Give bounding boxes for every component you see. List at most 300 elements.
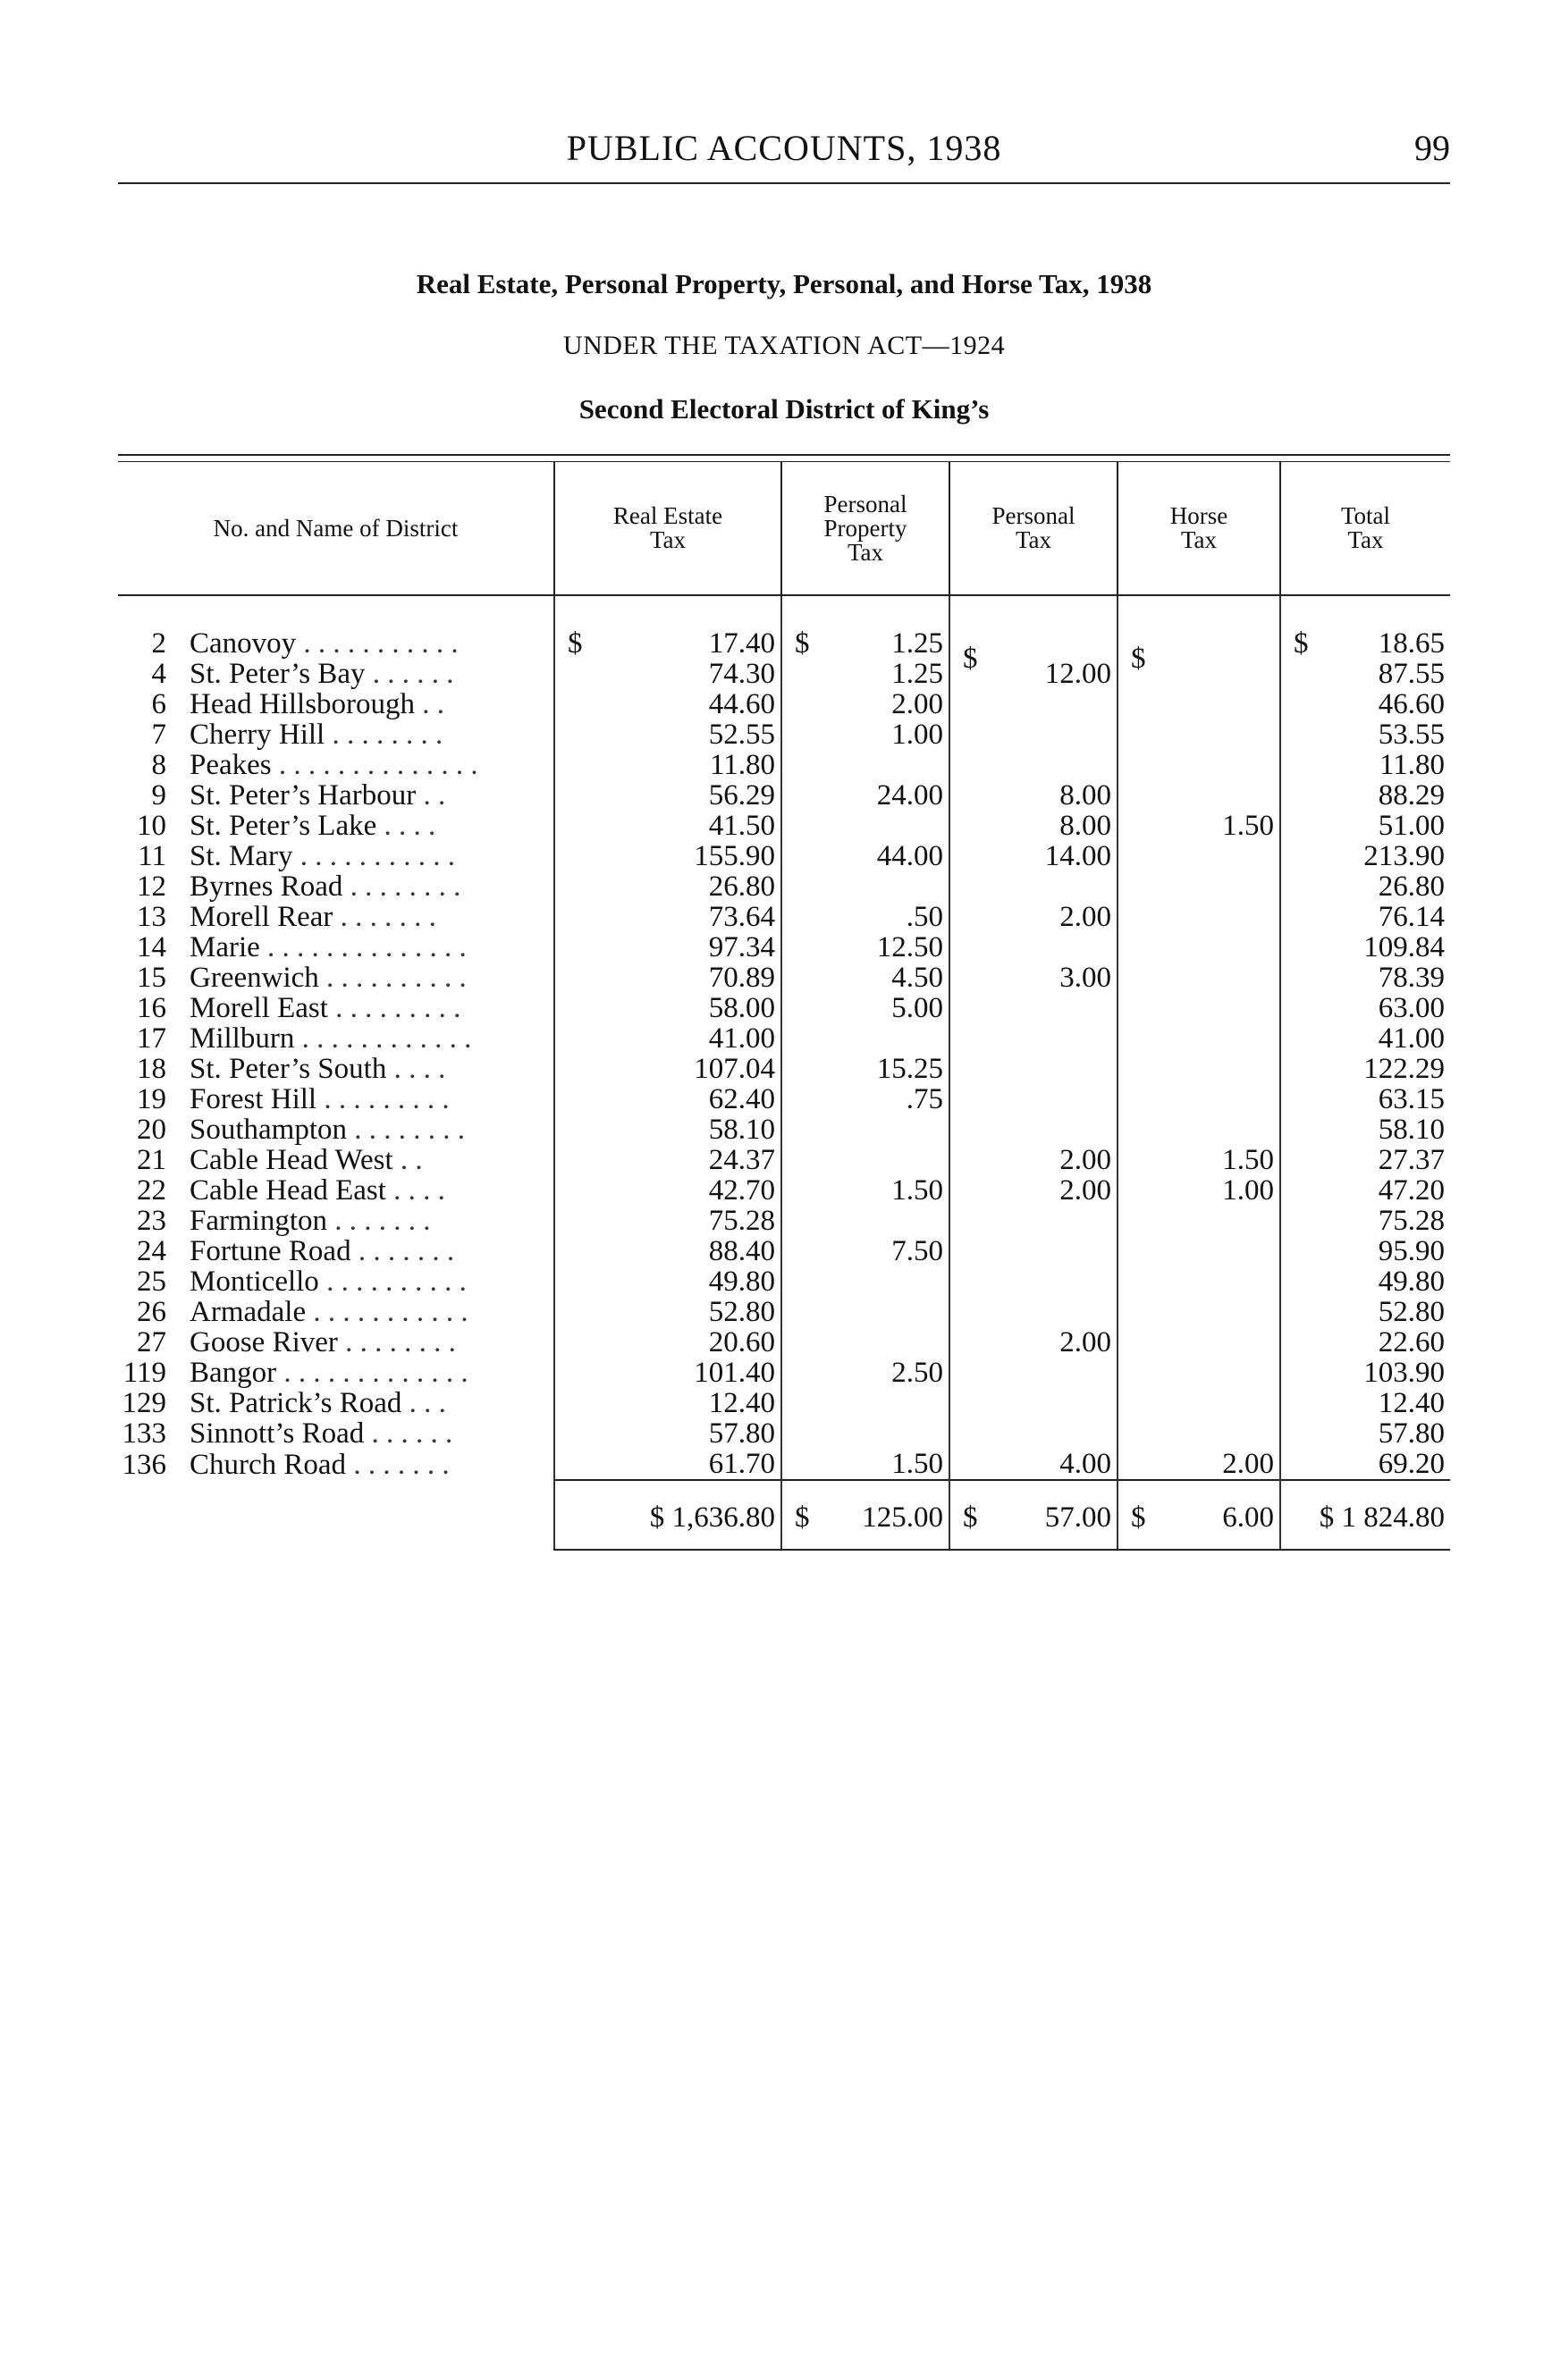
personal-property-cell	[781, 1418, 949, 1449]
total-amount: 125.00	[862, 1501, 943, 1534]
real-estate-cell	[554, 1236, 781, 1266]
col-header-personal-line1: Personal	[991, 502, 1075, 529]
col-header-personal-line2: Tax	[1015, 526, 1052, 553]
table-title: Real Estate, Personal Property, Personal, and Horse Tax, 1938	[416, 268, 1152, 299]
table-row	[118, 1145, 1450, 1175]
district-cell	[118, 780, 554, 811]
district-number: 18	[137, 1053, 166, 1085]
table-row	[118, 1054, 1450, 1084]
dot-leader: . . . .	[386, 1053, 446, 1085]
dot-leader: . . . . . . . . .	[316, 1083, 450, 1115]
horse-cell	[1118, 1023, 1280, 1054]
horse-cell	[1118, 1114, 1280, 1145]
horse-cell	[1118, 932, 1280, 963]
spacer-cell	[781, 595, 949, 628]
table-row	[118, 719, 1450, 750]
amount: .50	[906, 901, 943, 933]
table-row	[118, 1175, 1450, 1206]
table-row	[118, 1266, 1450, 1297]
amount: 12.00	[1044, 658, 1111, 690]
district-cell	[118, 628, 554, 659]
district-cell	[118, 1449, 554, 1480]
district-name: St. Mary	[190, 840, 293, 872]
amount: 63.00	[1378, 992, 1445, 1024]
district-name: Millburn	[190, 1022, 295, 1055]
amount: 12.40	[708, 1387, 775, 1419]
total-cell	[1280, 1206, 1450, 1236]
personal-cell	[949, 1054, 1118, 1084]
total-amount: 6.00	[1222, 1501, 1274, 1534]
district-number: 20	[137, 1114, 166, 1146]
district-name: Sinnott’s Road	[190, 1417, 365, 1450]
district-number: 11	[138, 840, 166, 872]
totals-row	[118, 1480, 1450, 1550]
amount: 41.50	[708, 810, 775, 842]
horse-cell	[1118, 1236, 1280, 1266]
table-row	[118, 811, 1450, 841]
amount: 69.20	[1378, 1448, 1445, 1480]
horse-cell	[1118, 1327, 1280, 1358]
amount: 58.10	[1378, 1114, 1445, 1146]
amount: 8.00	[1059, 779, 1111, 812]
real-estate-cell	[554, 902, 781, 932]
district-number: 2	[151, 627, 166, 660]
total-amount: 57.00	[1044, 1501, 1111, 1534]
amount: 58.00	[708, 992, 775, 1024]
personal-property-cell	[781, 932, 949, 963]
district-number: 25	[137, 1266, 166, 1298]
dot-leader: . . . . . . . . . . . . .	[276, 1357, 468, 1389]
district-name: St. Patrick’s Road	[190, 1387, 402, 1419]
amount: 1.25	[891, 658, 943, 690]
real-estate-cell	[554, 871, 781, 902]
amount: 88.29	[1378, 779, 1445, 812]
tax-table	[118, 462, 1450, 1551]
district-cell	[118, 811, 554, 841]
personal-property-cell	[781, 841, 949, 871]
district-cell	[118, 719, 554, 750]
district-cell	[118, 902, 554, 932]
col-header-real-estate-line1: Real Estate	[612, 502, 723, 529]
dot-leader: . . . .	[385, 1174, 445, 1207]
district-name: Peakes	[190, 749, 272, 781]
total-cell	[1280, 871, 1450, 902]
real-estate-cell	[554, 1449, 781, 1480]
col-header-total	[1280, 462, 1450, 595]
district-name: Bangor	[190, 1357, 277, 1389]
amount: 4.50	[891, 962, 943, 994]
page-header-title: PUBLIC ACCOUNTS, 1938	[566, 128, 1002, 168]
amount: 22.60	[1378, 1326, 1445, 1358]
real-estate-cell	[554, 811, 781, 841]
total-cell	[1280, 993, 1450, 1023]
real-estate-cell	[554, 1084, 781, 1114]
personal-cell	[949, 1327, 1118, 1358]
real-estate-cell	[554, 780, 781, 811]
spacer-cell	[1280, 595, 1450, 628]
horse-cell	[1118, 1266, 1280, 1297]
district-number: 6	[151, 688, 166, 720]
amount: 18.65	[1378, 627, 1445, 660]
dot-leader: . . . . . . . . . .	[318, 962, 467, 994]
personal-property-cell	[781, 689, 949, 719]
currency-symbol: $	[1294, 627, 1309, 660]
amount: 42.70	[708, 1174, 775, 1207]
district-number: 23	[137, 1205, 166, 1237]
total-cell	[1280, 780, 1450, 811]
amount: 1.50	[1222, 1144, 1274, 1176]
horse-cell	[1118, 780, 1280, 811]
amount: 75.28	[1378, 1205, 1445, 1237]
currency-symbol: $	[795, 627, 810, 660]
dot-leader: . .	[392, 1144, 423, 1176]
horse-cell	[1118, 659, 1280, 689]
personal-cell	[949, 1266, 1118, 1297]
total-cell	[1280, 841, 1450, 871]
amount: 109.84	[1363, 931, 1445, 963]
district-number: 24	[137, 1235, 166, 1267]
act-subtitle: UNDER THE TAXATION ACT—1924	[562, 331, 1006, 360]
dot-leader: . . . . . . . .	[337, 1326, 456, 1358]
dot-leader: . .	[416, 779, 446, 812]
total-cell	[1280, 1449, 1450, 1480]
personal-cell	[949, 780, 1118, 811]
real-estate-cell	[554, 1114, 781, 1145]
dot-leader: . . . . . . . . . . .	[292, 840, 455, 872]
table-row	[118, 993, 1450, 1023]
personal-property-cell	[781, 659, 949, 689]
district-number: 9	[151, 779, 166, 812]
tax-table-container	[118, 454, 1450, 1551]
total-cell	[1280, 1297, 1450, 1327]
personal-cell	[949, 1449, 1118, 1480]
amount: 49.80	[708, 1266, 775, 1298]
district-number: 119	[122, 1357, 166, 1389]
dot-leader: . . . . . . .	[333, 901, 436, 933]
horse-cell	[1118, 811, 1280, 841]
table-spacer-row	[118, 595, 1450, 628]
col-header-total-line1: Total	[1340, 502, 1391, 529]
horse-cell	[1118, 750, 1280, 780]
horse-cell	[1118, 1175, 1280, 1206]
district-cell	[118, 750, 554, 780]
horse-cell	[1118, 902, 1280, 932]
amount: 2.00	[1059, 901, 1111, 933]
amount: 97.34	[708, 931, 775, 963]
dot-leader: . . .	[401, 1387, 446, 1419]
amount: 27.37	[1378, 1144, 1445, 1176]
currency-symbol: $	[1131, 1501, 1146, 1534]
col-header-horse	[1118, 462, 1280, 595]
district-name: St. Peter’s Harbour	[190, 779, 417, 812]
personal-cell	[949, 659, 1118, 689]
col-header-total-line2: Tax	[1347, 526, 1384, 553]
district-cell	[118, 1084, 554, 1114]
amount: 15.25	[876, 1053, 943, 1085]
table-row	[118, 780, 1450, 811]
total-cell	[1280, 1145, 1450, 1175]
table-header-row	[118, 462, 1450, 595]
personal-property-cell	[781, 963, 949, 993]
personal-property-cell	[781, 1266, 949, 1297]
table-row	[118, 1327, 1450, 1358]
horse-cell	[1118, 1054, 1280, 1084]
district-name: Byrnes Road	[190, 870, 343, 903]
personal-cell	[949, 1114, 1118, 1145]
personal-cell	[949, 1175, 1118, 1206]
page-number: 99	[1414, 128, 1450, 168]
amount: 52.80	[708, 1296, 775, 1328]
personal-cell	[949, 811, 1118, 841]
personal-property-cell	[781, 1175, 949, 1206]
amount: 44.00	[876, 840, 943, 872]
amount: 2.00	[1059, 1174, 1111, 1207]
amount: 1.25	[891, 627, 943, 660]
personal-property-cell	[781, 1145, 949, 1175]
amount: 11.80	[709, 749, 775, 781]
dot-leader: . . . . . . . . . . . . . .	[259, 931, 467, 963]
total-cell	[1280, 811, 1450, 841]
personal-property-cell	[781, 871, 949, 902]
total-cell	[1280, 1054, 1450, 1084]
district-cell	[118, 1327, 554, 1358]
dot-leader: . . . . . . . . . . .	[306, 1296, 468, 1328]
horse-cell	[1118, 689, 1280, 719]
district-name: Cable Head West	[190, 1144, 393, 1176]
horse-cell	[1118, 1145, 1280, 1175]
total-cell	[1280, 1266, 1450, 1297]
real-estate-cell	[554, 1175, 781, 1206]
horse-cell	[1118, 1206, 1280, 1236]
amount: 1.50	[1222, 810, 1274, 842]
amount: 51.00	[1378, 810, 1445, 842]
horse-cell	[1118, 1084, 1280, 1114]
real-estate-cell	[554, 1358, 781, 1388]
personal-property-cell	[781, 993, 949, 1023]
spacer-cell	[554, 595, 781, 628]
amount: 20.60	[708, 1326, 775, 1358]
total-cell	[1280, 628, 1450, 659]
personal-property-cell	[781, 780, 949, 811]
table-top-rule	[118, 454, 1450, 456]
personal-cell	[949, 993, 1118, 1023]
personal-property-cell	[781, 750, 949, 780]
personal-cell	[949, 1388, 1118, 1418]
table-row	[118, 902, 1450, 932]
table-row	[118, 628, 1450, 659]
col-header-horse-line1: Horse	[1169, 502, 1228, 529]
district-name: St. Peter’s Bay	[190, 658, 366, 690]
district-name: Farmington	[190, 1205, 327, 1237]
amount: 155.90	[694, 840, 775, 872]
district-cell	[118, 841, 554, 871]
real-estate-cell	[554, 963, 781, 993]
real-estate-cell	[554, 932, 781, 963]
table-row	[118, 1449, 1450, 1480]
amount: 17.40	[708, 627, 775, 660]
horse-cell	[1118, 719, 1280, 750]
amount: 24.37	[708, 1144, 775, 1176]
personal-property-cell	[781, 902, 949, 932]
real-estate-cell	[554, 993, 781, 1023]
personal-cell	[949, 1236, 1118, 1266]
amount: 101.40	[694, 1357, 775, 1389]
district-cell	[118, 1114, 554, 1145]
personal-property-cell	[781, 1054, 949, 1084]
district-name: Greenwich	[190, 962, 319, 994]
amount: 95.90	[1378, 1235, 1445, 1267]
district-name: Morell East	[190, 992, 328, 1024]
col-header-personal	[949, 462, 1118, 595]
amount: 2.00	[1059, 1144, 1111, 1176]
district-number: 8	[151, 749, 166, 781]
horse-cell	[1118, 963, 1280, 993]
dot-leader: . . . . . . . . . . . . . .	[271, 749, 478, 781]
district-number: 129	[122, 1387, 166, 1419]
personal-cell	[949, 1023, 1118, 1054]
district-name: Church Road	[190, 1448, 347, 1481]
total-personal-property-cell	[781, 1480, 949, 1550]
horse-cell	[1118, 841, 1280, 871]
amount: 8.00	[1059, 810, 1111, 842]
district-cell	[118, 1023, 554, 1054]
table-row	[118, 1023, 1450, 1054]
personal-property-cell	[781, 1297, 949, 1327]
spacer-cell	[1118, 595, 1280, 628]
district-number: 13	[137, 901, 166, 933]
amount: 3.00	[1059, 962, 1111, 994]
district-number: 133	[122, 1417, 166, 1450]
district-number: 15	[137, 962, 166, 994]
dot-leader: . . . . . . .	[346, 1448, 450, 1481]
district-number: 19	[137, 1083, 166, 1115]
col-header-personal-property-line1: Personal	[823, 490, 907, 517]
amount: 24.00	[876, 779, 943, 812]
district-cell	[118, 1054, 554, 1084]
amount: 1.00	[1222, 1174, 1274, 1207]
dot-leader: . . . . . . . . . .	[318, 1266, 467, 1298]
real-estate-cell	[554, 1418, 781, 1449]
district-name: Cherry Hill	[190, 719, 325, 751]
real-estate-cell	[554, 1388, 781, 1418]
district-number: 17	[137, 1022, 166, 1055]
amount: 58.10	[708, 1114, 775, 1146]
personal-cell	[949, 1206, 1118, 1236]
real-estate-cell	[554, 719, 781, 750]
table-row	[118, 1084, 1450, 1114]
district-cell	[118, 1266, 554, 1297]
amount: 76.14	[1378, 901, 1445, 933]
district-number: 4	[151, 658, 166, 690]
district-name: Fortune Road	[190, 1235, 351, 1267]
personal-cell	[949, 750, 1118, 780]
amount: 52.80	[1378, 1296, 1445, 1328]
real-estate-cell	[554, 1145, 781, 1175]
amount: 4.00	[1059, 1448, 1111, 1480]
col-header-personal-property-line3: Tax	[847, 538, 884, 566]
amount: 7.50	[891, 1235, 943, 1267]
total-horse-cell	[1118, 1480, 1280, 1550]
district-number: 21	[137, 1144, 166, 1176]
district-number: 16	[137, 992, 166, 1024]
district-cell	[118, 1388, 554, 1418]
table-row	[118, 689, 1450, 719]
personal-property-cell	[781, 1388, 949, 1418]
personal-property-cell	[781, 719, 949, 750]
district-number: 12	[137, 870, 166, 903]
amount: .75	[906, 1083, 943, 1115]
personal-property-cell	[781, 1358, 949, 1388]
personal-cell	[949, 1418, 1118, 1449]
personal-cell	[949, 689, 1118, 719]
dot-leader: . . . . . . .	[327, 1205, 431, 1237]
personal-cell	[949, 1297, 1118, 1327]
personal-cell	[949, 871, 1118, 902]
personal-property-cell	[781, 1114, 949, 1145]
table-row	[118, 963, 1450, 993]
total-cell	[1280, 659, 1450, 689]
district-name: Goose River	[190, 1326, 338, 1358]
horse-cell	[1118, 1297, 1280, 1327]
amount: 41.00	[708, 1022, 775, 1055]
amount: 2.50	[891, 1357, 943, 1389]
dot-leader: . . . . . . . .	[325, 719, 443, 751]
dot-leader: . . . .	[376, 810, 436, 842]
horse-cell	[1118, 1358, 1280, 1388]
table-row	[118, 1114, 1450, 1145]
dot-leader: . . . . . . . . .	[327, 992, 461, 1024]
header-rule	[118, 182, 1450, 184]
currency-symbol: $	[795, 1501, 810, 1534]
district-number: 26	[137, 1296, 166, 1328]
district-cell	[118, 1206, 554, 1236]
personal-cell	[949, 902, 1118, 932]
total-cell	[1280, 689, 1450, 719]
amount: 12.40	[1378, 1387, 1445, 1419]
amount: 2.00	[1059, 1326, 1111, 1358]
dot-leader: . . . . . . . .	[342, 870, 461, 903]
district-cell	[118, 659, 554, 689]
personal-cell	[949, 932, 1118, 963]
personal-cell	[949, 1084, 1118, 1114]
amount: 44.60	[708, 688, 775, 720]
personal-property-cell	[781, 1023, 949, 1054]
col-header-personal-property-line2: Property	[823, 514, 907, 542]
totals-label-cell	[118, 1480, 554, 1550]
district-name: Marie	[190, 931, 260, 963]
amount: 107.04	[694, 1053, 775, 1085]
total-cell	[1280, 1236, 1450, 1266]
amount: 62.40	[708, 1083, 775, 1115]
district-cell	[118, 1418, 554, 1449]
table-row	[118, 1236, 1450, 1266]
district-cell	[118, 871, 554, 902]
table-row	[118, 659, 1450, 689]
district-cell	[118, 1175, 554, 1206]
district-cell	[118, 1236, 554, 1266]
district-number: 7	[151, 719, 166, 751]
horse-cell	[1118, 993, 1280, 1023]
total-cell	[1280, 932, 1450, 963]
horse-cell	[1118, 1388, 1280, 1418]
table-row	[118, 750, 1450, 780]
col-header-horse-line2: Tax	[1180, 526, 1218, 553]
amount: 87.55	[1378, 658, 1445, 690]
district-cell	[118, 963, 554, 993]
amount: 57.80	[708, 1417, 775, 1450]
horse-cell	[1118, 1449, 1280, 1480]
amount: 46.60	[1378, 688, 1445, 720]
